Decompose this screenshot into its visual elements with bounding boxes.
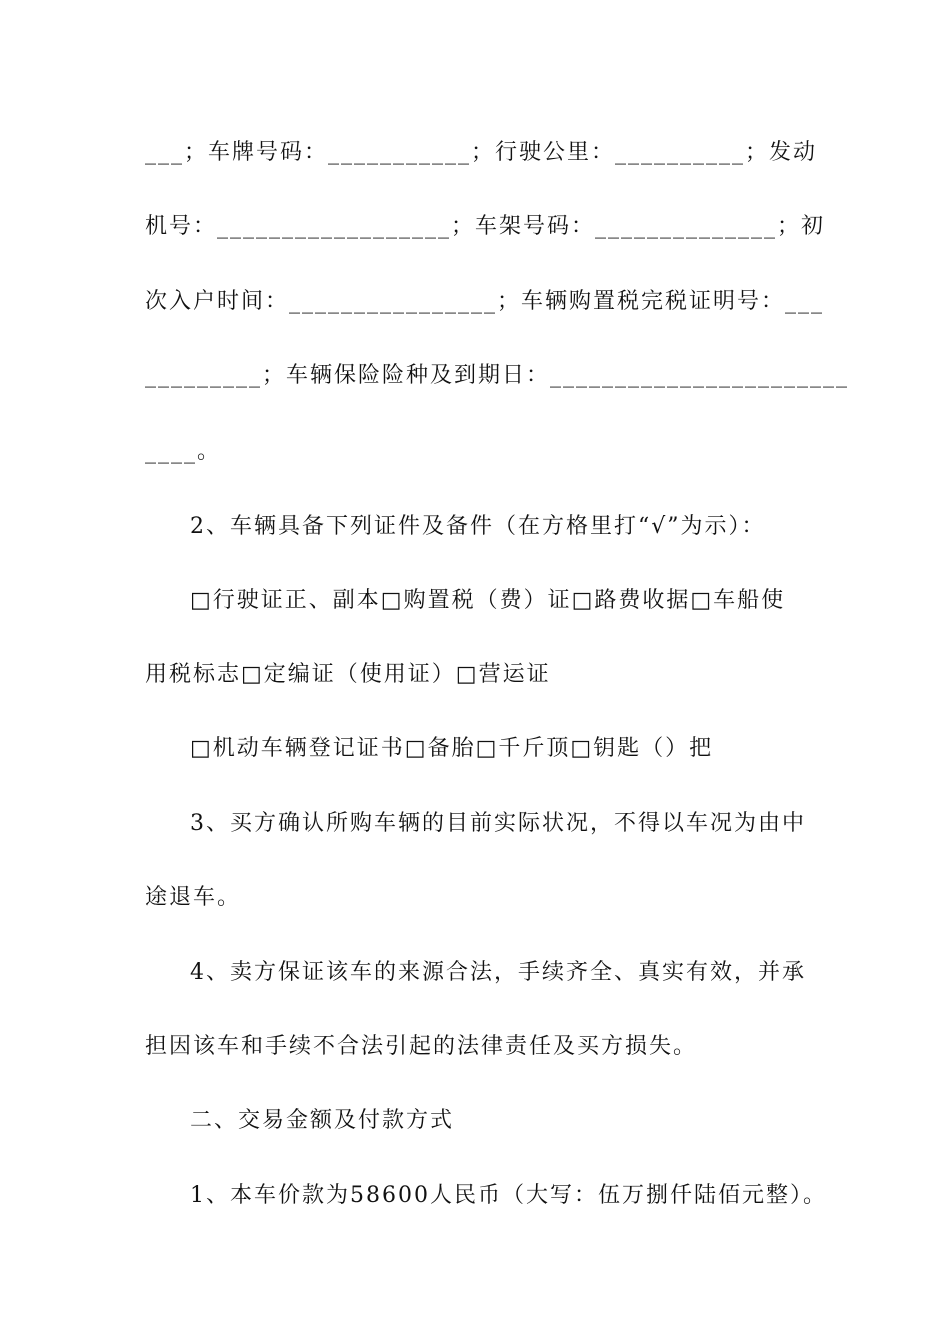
text-line-12: 4、卖方保证该车的来源合法，手续齐全、真实有效，并承: [190, 960, 806, 985]
text-line-11: 途退车。: [145, 885, 242, 910]
text-line-7: □行驶证正、副本□购置税（费）证□路费收据□车船使: [190, 588, 786, 613]
text-line-1: ___；车牌号码：___________；行驶公里：__________；发动: [145, 140, 818, 165]
text-line-4: _________；车辆保险险种及到期日：_______________________: [145, 363, 850, 388]
text-line-15: 1、本车价款为58600人民币（大写：伍万捌仟陆佰元整）。: [190, 1183, 827, 1208]
text-line-2: 机号：__________________；车架号码：______________；初: [145, 214, 826, 239]
text-line-9: □机动车辆登记证书□备胎□千斤顶□钥匙（）把: [190, 736, 714, 761]
text-line-8: 用税标志□定编证（使用证）□营运证: [145, 662, 551, 687]
text-line-10: 3、买方确认所购车辆的目前实际状况，不得以车况为由中: [190, 811, 806, 836]
text-line-6: 2、车辆具备下列证件及备件（在方格里打“√”为示）：: [190, 514, 766, 539]
text-line-5: ____。: [145, 439, 222, 464]
text-line-14: 二、交易金额及付款方式: [190, 1108, 455, 1133]
text-line-13: 担因该车和手续不合法引起的法律责任及买方损失。: [145, 1034, 698, 1059]
text-line-3: 次入户时间：________________；车辆购置税完税证明号：___: [145, 289, 825, 314]
